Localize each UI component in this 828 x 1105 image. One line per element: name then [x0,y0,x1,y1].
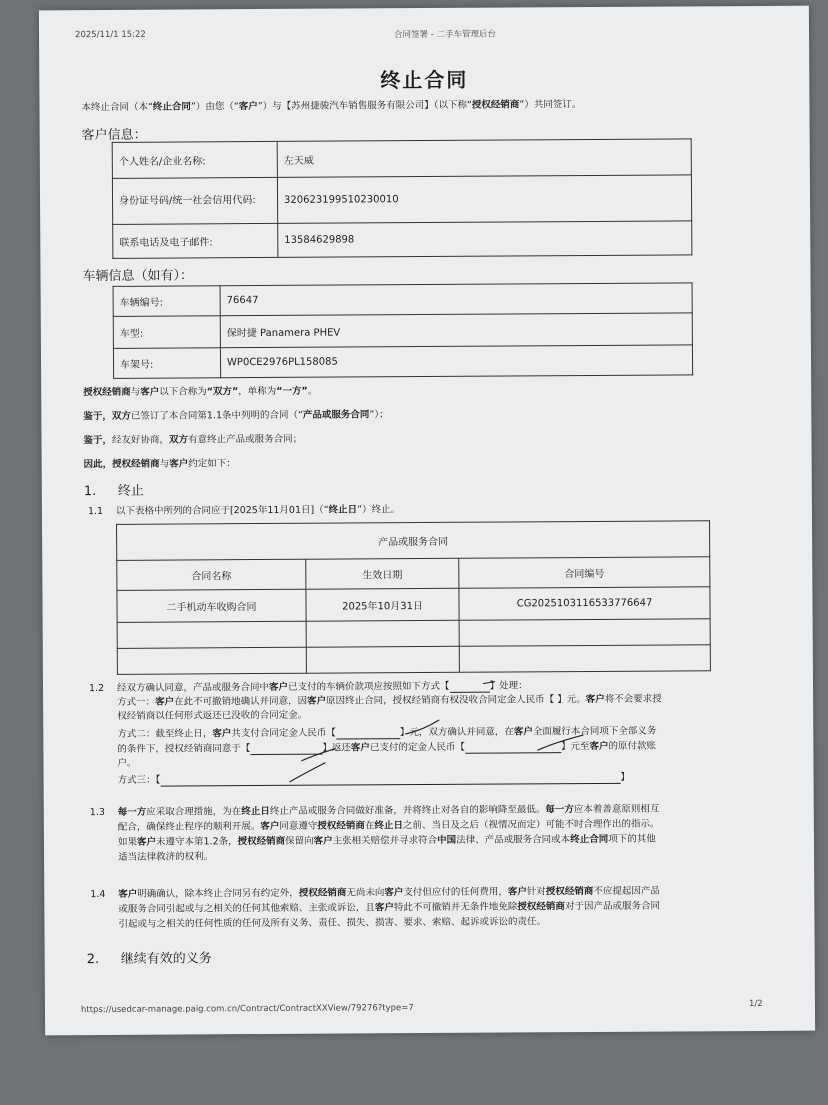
document-title: 终止合同 [380,67,469,93]
contract-cell-no: CG2025103116533776647 [459,587,710,621]
clause-1-2-line-7: 方式三：【 】 [117,771,630,786]
customer-label-contact: 联系电话及电子邮件: [113,223,278,258]
customer-label-id: 身份证号码/统一社会信用代码: [112,177,277,224]
vehicle-value-no: 76647 [220,283,692,316]
whereas-2: 鉴于，经友好协商，双方有意终止产品或服务合同； [83,433,303,447]
customer-value-id: 320623199510230010 [277,175,691,224]
parties-definition: 授权经销商与客户以下合称为“双方”，单称为“一方”。 [83,385,318,399]
clause-1-2-line-6: 户。 [117,757,137,769]
section-1-heading: 1. 终止 [83,483,144,500]
clause-1-3-line-4: 适当法律救济的权利。 [118,851,214,863]
clause-1-4-line-1: 1.4 客户明确确认，除本终止合同另有约定外，授权经销商无尚未向客户支付但应付的任何费用，客户针对授权经销商不应提起因产品 [90,885,660,901]
clause-1-3-line-1: 1.3 每一方应采取合理措施，为在终止日终止产品或服务合同做好准备，并将终止对各自的影响降至最低。每一方应本着善意原则相互 [89,803,660,819]
contract-page [39,6,815,1036]
intro-paragraph: 本终止合同（本“终止合同”）由您（“客户”）与【苏州捷骏汽车销售服务有限公司】（以下称“授权经销商”）共同签订。 [81,99,582,114]
clause-1-2-line-5: 的条件下，授权经销商同意于【 】返还客户已支付的定金人民币【 】元至客户的原付款账 [117,740,657,755]
clause-1-2-line-2: 方式一：客户在此不可撤销地确认并同意，因客户原因终止合同，授权经销商有权没收合同定金人民币【 】元。客户将不会要求授 [117,693,662,708]
clause-1-4-line-3: 引起或与之相关的任何性质的任何及所有义务、责任、损失、损害、要求、索赔、起诉或诉讼的责任。 [118,916,547,930]
contract-cell-date: 2025年10月31日 [306,588,459,621]
customer-label-name: 个人姓名/企业名称: [112,141,277,178]
customer-info-heading: 客户信息： [81,127,147,144]
customer-value-name: 左天威 [277,139,691,178]
clause-1-1: 1.1 以下表格中所列的合同应于[2025年11月01日]（“终止日”）终止。 [87,504,401,518]
section-2-heading: 2. 继续有效的义务 [86,951,212,968]
clause-1-2-line-4: 方式二：截至终止日，客户共支付合同定金人民币【 】元，双方确认并同意，在客户全面履行本合同项下全部义务 [117,725,657,740]
print-datetime: 2025/11/1 15:22 [74,29,146,41]
customer-value-contact: 13584629898 [278,221,692,258]
contract-cell-name: 二手机动车收购合同 [117,589,306,622]
clause-1-3-line-2: 配合，确保终止程序的顺利开展。客户同意遵守授权经销商在终止日之前、当日及之后（视情况而定）可能不时合理作出的指示。 [117,818,660,833]
clause-1-4-line-2: 或服务合同引起或与之相关的任何其他索赔、主张或诉讼，且客户特此不可撤销并无条件地免除授权经销商对于因产品或服务合同 [118,900,660,915]
vehicle-label-model: 车型: [113,316,220,349]
clause-1-2-line-1: 1.2 经双方确认同意，产品或服务合同中客户已支付的车辆价款项应按照如下方式【 】处理： [88,680,528,695]
contract-header-name: 合同名称 [117,559,306,590]
footer-page-number: 1/2 [748,998,763,1010]
vehicle-label-vin: 车架号: [113,348,220,379]
handwritten-marks [39,6,815,1036]
vehicle-value-model: 保时捷 Panamera PHEV [220,313,692,348]
vehicle-value-vin: WP0CE2976PL158085 [220,345,692,378]
footer-url: https://usedcar-manage.paig.com.cn/Contract/ContractXXView/79276?type=7 [80,1003,414,1016]
clause-1-2-line-3: 权经销商以任何形式返还已没收的合同定金。 [117,709,308,722]
whereas-1: 鉴于，双方已签订了本合同第1.1条中列明的合同（“产品或服务合同”）； [83,409,389,423]
vehicle-label-no: 车辆编号: [113,286,220,317]
therefore: 因此，授权经销商与客户约定如下： [83,458,236,471]
clause-1-3-line-3: 如果客户未遵守本第1.2条，授权经销商保留向客户主张相关赔偿并寻求符合中国法律、产品或服务合同或本终止合同项下的其他 [117,833,656,848]
print-site-title: 合同签署 - 二手车管理后台 [394,29,497,41]
contract-table-caption: 产品或服务合同 [117,521,710,561]
vehicle-info-heading: 车辆信息（如有）： [82,268,194,285]
contract-header-date: 生效日期 [306,558,459,589]
contract-header-no: 合同编号 [459,557,710,589]
